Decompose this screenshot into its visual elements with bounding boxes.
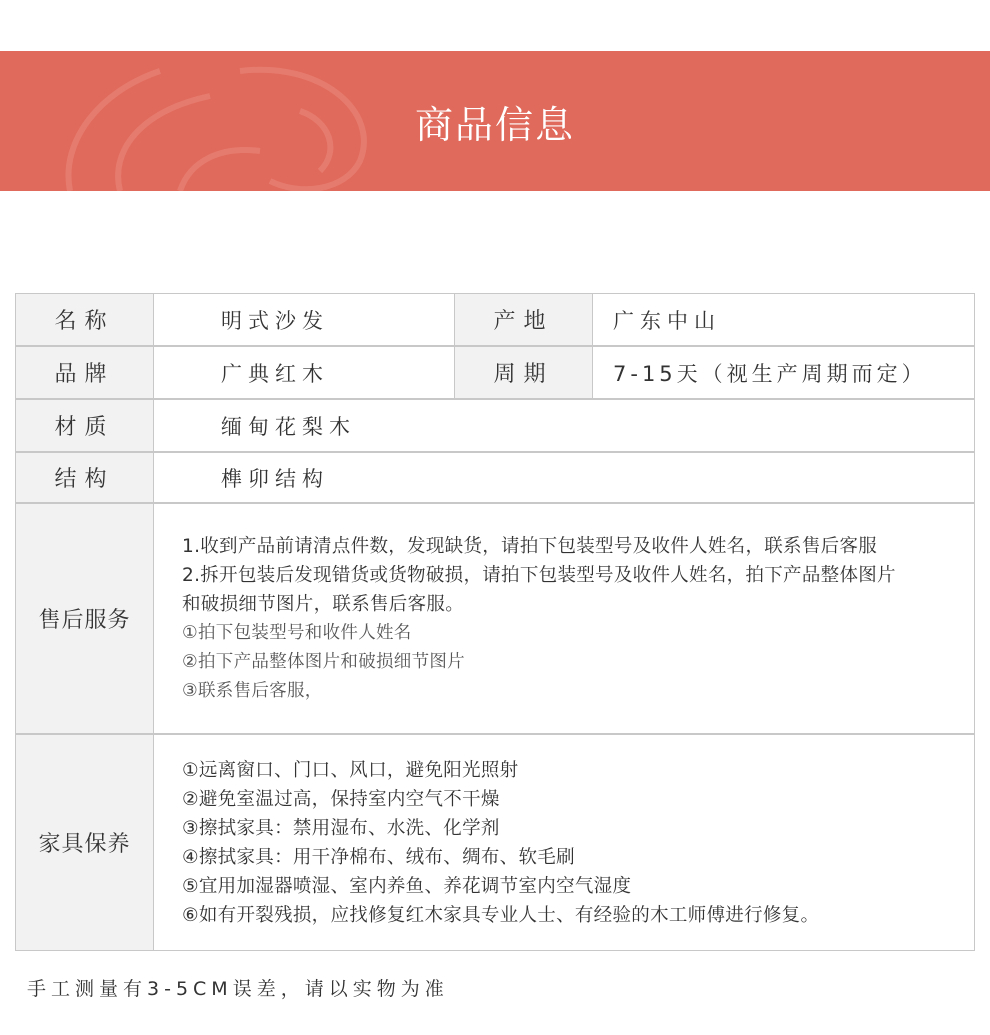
care-line: ④擦拭家具：用干净棉布、绒布、绸布、软毛刷	[182, 846, 575, 868]
period-label: 周期	[455, 347, 593, 398]
after-sales-content	[154, 504, 974, 733]
care-label: 家具保养	[16, 735, 154, 950]
row-after-sales	[16, 502, 974, 733]
structure-value: 榫卯结构	[221, 466, 329, 491]
origin-value: 广东中山	[613, 308, 721, 333]
after-sales-line: 和破损细节图片，联系售后客服。	[182, 593, 465, 615]
material-value: 缅甸花梨木	[221, 414, 356, 439]
banner-title: 商品信息	[414, 102, 575, 147]
care-line: ③擦拭家具：禁用湿布、水洗、化学剂	[182, 817, 500, 839]
row-furniture-care	[16, 733, 974, 950]
after-sales-line: 1.收到产品前请清点件数，发现缺货，请拍下包装型号及收件人姓名，联系售后客服	[182, 535, 878, 557]
period-value: 7-15天（视生产周期而定）	[613, 361, 927, 386]
material-label: 材质	[16, 400, 154, 451]
care-line: ②避免室温过高，保持室内空气不干燥	[182, 788, 500, 810]
care-line: ①远离窗口、门口、风口，避免阳光照射	[182, 759, 519, 781]
name-value: 明式沙发	[154, 294, 455, 345]
row-name-origin	[16, 294, 974, 345]
structure-label: 结构	[16, 453, 154, 502]
row-material	[16, 398, 974, 451]
after-sales-label: 售后服务	[16, 504, 154, 733]
after-sales-line: ②拍下产品整体图片和破损细节图片	[182, 651, 465, 672]
care-line: ⑤宜用加湿器喷湿、室内养鱼、养花调节室内空气湿度	[182, 875, 632, 897]
brand-value: 广典红木	[154, 347, 455, 398]
care-line: ⑥如有开裂残损，应找修复红木家具专业人士、有经验的木工师傅进行修复。	[182, 904, 820, 926]
after-sales-line: ①拍下包装型号和收件人姓名	[182, 622, 412, 643]
row-brand-period	[16, 345, 974, 398]
care-content	[154, 735, 974, 950]
name-label: 名称	[16, 294, 154, 345]
row-structure	[16, 451, 974, 502]
after-sales-line: 2.拆开包装后发现错货或货物破损，请拍下包装型号及收件人姓名，拍下产品整体图片	[182, 564, 896, 586]
product-info-table	[15, 293, 975, 951]
after-sales-line: ③联系售后客服，	[182, 680, 323, 701]
brand-label: 品牌	[16, 347, 154, 398]
header-banner	[0, 51, 990, 191]
origin-label: 产地	[455, 294, 593, 345]
measurement-disclaimer: 手工测量有3-5CM误差，请以实物为准	[27, 978, 449, 1000]
